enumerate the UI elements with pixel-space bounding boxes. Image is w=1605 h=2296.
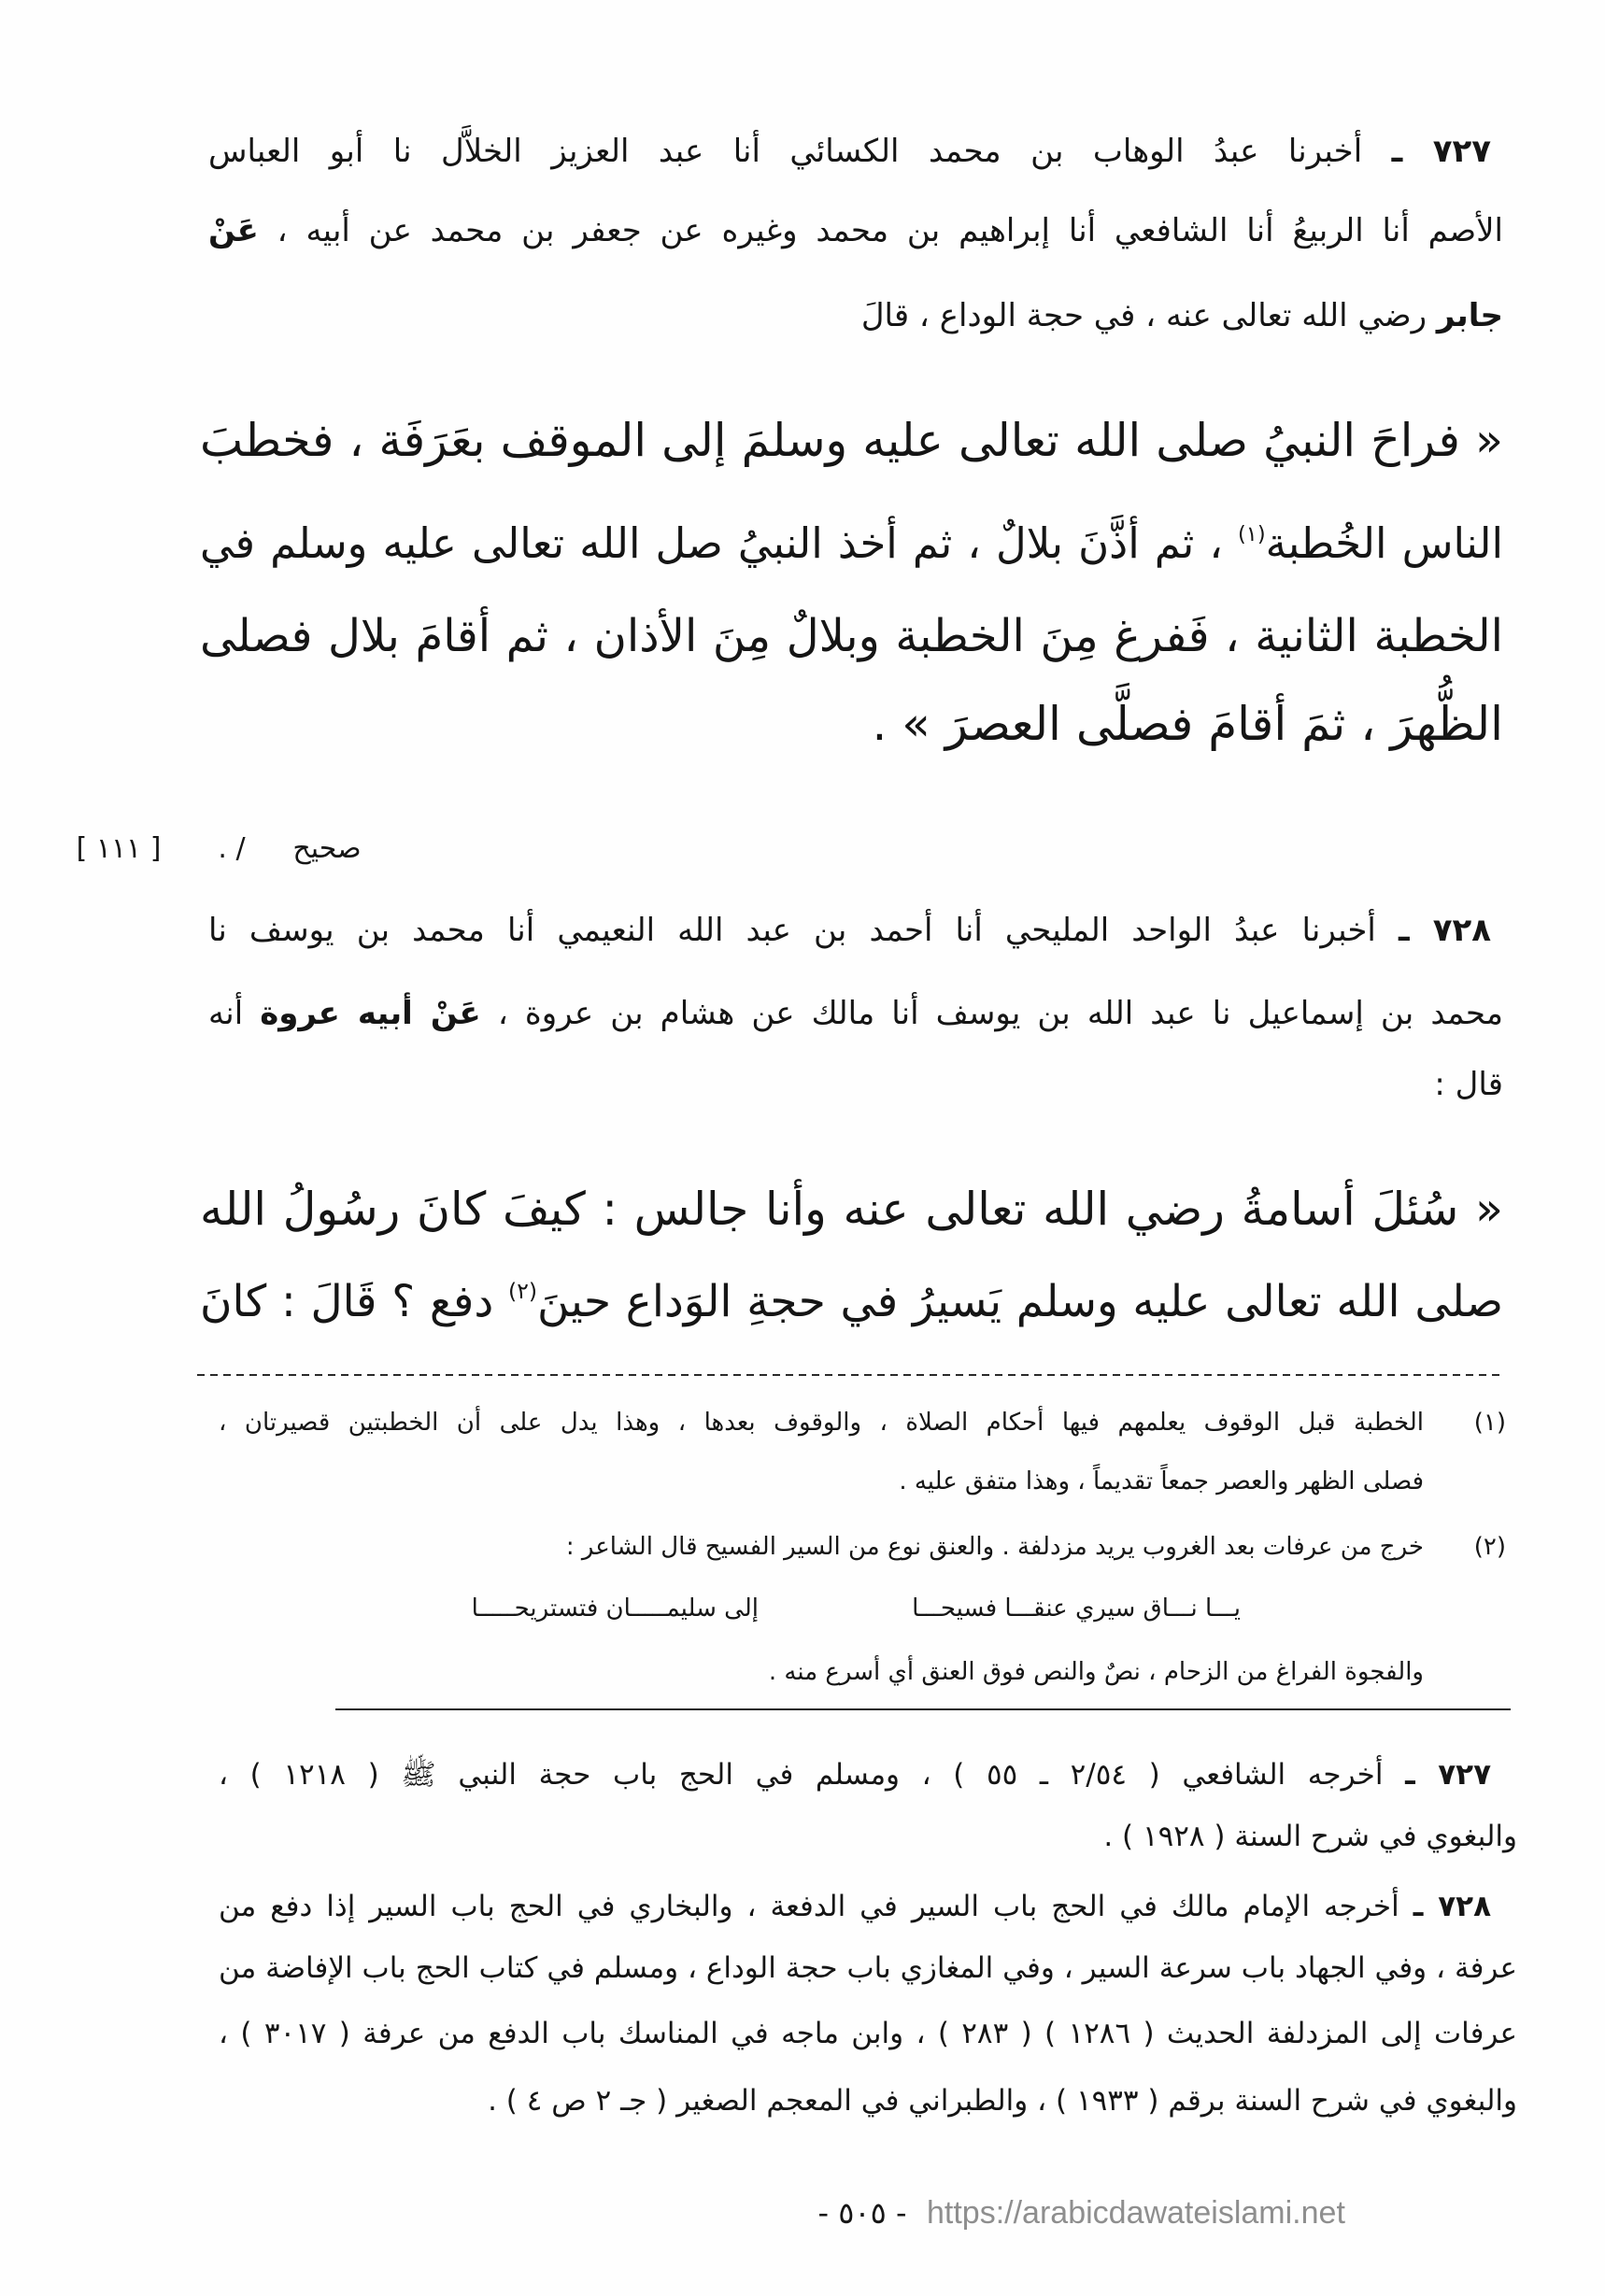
hadith-728-isnad-line-2 (208, 985, 1503, 1042)
hadith-727-matn-line-3 (200, 594, 1503, 678)
takhrij-727-line-1 (219, 1750, 1491, 1800)
hadith-728-isnad-text-2: محمد بن إسماعيل نا عبد الله بن يوسف أنا مالك عن هشام بن عروة ، (497, 995, 1503, 1032)
takhrij-728-text-4: والبغوي في شرح السنة برقم ( ١٩٣٣ ) ، والطبراني في المعجم الصغير ( جـ ٢ ص ٤ ) . (488, 2084, 1517, 2118)
hadith-727-isnad-line-2 (208, 203, 1503, 259)
hadith-728-isnad-text-2-end: أنه (208, 995, 244, 1032)
footnote-2-line-1 (219, 1526, 1424, 1567)
hadith-728-isnad-text-3: قال : (1434, 1066, 1503, 1103)
hadith-727-grade-label: صحيح (292, 832, 362, 865)
hadith-728-narrator-urwa: عَنْ أبيه عروة (260, 995, 481, 1032)
hadith-728-isnad-line-3 (208, 1056, 1503, 1113)
hadith-728-matn-text-1: « سُئلَ أسامةُ رضي الله تعالى عنه وأنا جالس : كيفَ كانَ رسُولُ الله (200, 1183, 1503, 1236)
takhrij-728-text-2: عرفة ، وفي الجهاد باب سرعة السير ، وفي المغازي باب حجة الوداع ، ومسلم في كتاب الحج باب الإفاضة من (219, 1951, 1517, 1985)
hadith-727-matn-line-1 (200, 399, 1503, 483)
hadith-727-isnad-line-3 (208, 288, 1503, 344)
footnote-2-line-3 (219, 1651, 1424, 1693)
hadith-727-matn-text-3: الخطبة الثانية ، فَفرغ مِنَ الخطبة وبلالٌ مِنَ الأذان ، ثم أقامَ بلال فصلى (200, 610, 1503, 662)
hadith-727-isnad-text-1: أخبرنا عبدُ الوهاب بن محمد الكسائي أنا عبد العزيز الخلاَّل نا أبو العباس (208, 133, 1363, 170)
watermark-url: https://arabicdawateislami.net (927, 2195, 1345, 2231)
footnote-1-marker: (١) (1473, 1409, 1506, 1437)
hadith-727-matn-text-1: « فراحَ النبيُ صلى الله تعالى عليه وسلمَ إلى الموقف بعَرَفَة ، فخطبَ (200, 414, 1503, 467)
hadith-727-matn-text-4: الظُّهرَ ، ثمَ أقامَ فصلَّى العصرَ » . (872, 697, 1503, 751)
takhrij-727-text-1: أخرجه الشافعي ( ٢/٥٤ ـ ٥٥ ) ، ومسلم في الحج باب حجة النبي ﷺ ( ١٢١٨ ) ، (219, 1758, 1384, 1792)
takhrij-728-number: ٧٢٨ ـ (1413, 1890, 1492, 1923)
footnote-1-text-2: فصلى الظهر والعصر جمعاً تقديماً ، وهذا متفق عليه . (899, 1467, 1424, 1495)
footnote-2-text-3: والفجوة الفراغ من الزحام ، نصٌ والنص فوق العنق أي أسرع منه . (768, 1658, 1424, 1686)
hadith-727-grade-mark: / . (218, 832, 246, 865)
hadith-727-matn-text-2b: ، ثم أذَّنَ بلالٌ ، ثم أخذ النبيُ صل الله تعالى عليه وسلم في (200, 518, 1223, 568)
footnote-2-marker: (٢) (1473, 1533, 1506, 1561)
takhrij-728-text-1: أخرجه الإمام مالك في الحج باب السير في الدفعة ، والبخاري في الحج باب السير إذا دفع من (219, 1890, 1399, 1923)
footnote-2-text-1: خرج من عرفات بعد الغروب يريد مزدلفة . والعنق نوع من السير الفسيح قال الشاعر : (565, 1533, 1424, 1561)
hadith-728-matn-text-2b: دفع ؟ قَالَ : كانَ (200, 1276, 494, 1327)
hadith-728-isnad-text-1: أخبرنا عبدُ الواحد المليحي أنا أحمد بن عبد الله النعيمي أنا محمد بن يوسف نا (208, 912, 1376, 949)
hadith-728-matn-line-1 (200, 1168, 1503, 1252)
footnote-1-line-1 (219, 1402, 1424, 1443)
hadith-728-matn-line-2 (200, 1260, 1503, 1344)
footnote-2-verse-first-hemistich: يـــا نـــاق سيري عنقـــا فسيحـــا (912, 1594, 1241, 1623)
takhrij-727-text-2: والبغوي في شرح السنة ( ١٩٢٨ ) . (1103, 1820, 1517, 1853)
takhrij-728-line-2 (219, 1943, 1517, 1993)
hadith-728-matn-text-2a: صلى الله تعالى عليه وسلم يَسيرُ في حجةِ الوَداع حينَ (537, 1276, 1503, 1327)
hadith-727-number: ٧٢٧ ـ (1391, 133, 1491, 170)
hadith-727-matn-line-2 (200, 502, 1503, 586)
hadith-728-number: ٧٢٨ ـ (1398, 912, 1492, 949)
footnote-dashed-separator (197, 1374, 1504, 1376)
footnote-1-text-1: الخطبة قبل الوقوف يعلمهم فيها أحكام الصلاة ، والوقوف بعدها ، وهذا يدل على أن الخطبتين قصيرتان ، (219, 1409, 1424, 1437)
hadith-728-isnad-line-1 (208, 902, 1491, 958)
takhrij-728-line-1 (219, 1881, 1491, 1932)
hadith-727-matn-text-2a: الناس الخُطبة (1265, 518, 1503, 568)
hadith-727-isnad-text-2: الأصم أنا الربيعُ أنا الشافعي أنا إبراهيم بن محمد وغيره عن جعفر بن محمد عن أبيه ، (277, 212, 1503, 249)
footnote-2-verse-second-hemistich: إلى سليمـــــان فتستريحـــــا (471, 1594, 759, 1623)
takhrij-728-line-4 (219, 2076, 1517, 2126)
takhrij-727-line-2 (219, 1811, 1517, 1862)
footnote-ref-2: (٢) (508, 1278, 538, 1305)
takhrij-728-text-3: عرفات إلى المزدلفة الحديث ( ١٢٨٦ ) ( ٢٨٣ ) ، وابن ماجه في المناسك باب الدفع من عرفة ( ٣٠١٧ ) ، (219, 2017, 1517, 2050)
footnote-1-line-2 (219, 1461, 1424, 1502)
takhrij-727-number: ٧٢٧ ـ (1405, 1758, 1492, 1792)
hadith-727-narrator-jabir: جابر (1436, 297, 1503, 334)
hadith-727-isnad-bold-an: عَنْ (208, 212, 259, 249)
hadith-727-isnad-line-1 (208, 123, 1491, 179)
takhrij-728-line-3 (219, 2008, 1517, 2059)
hadith-727-isnad-text-3: رضي الله تعالى عنه ، في حجة الوداع ، قالَ (860, 297, 1427, 334)
footnote-ref-1: (١) (1237, 522, 1266, 546)
hadith-727-matn-line-4 (200, 682, 1503, 766)
hadith-727-grade-reference: [ ١١١ ] (76, 832, 162, 865)
page-number: - ٥٠٥ - (817, 2195, 907, 2231)
takhrij-separator-line (335, 1708, 1511, 1710)
